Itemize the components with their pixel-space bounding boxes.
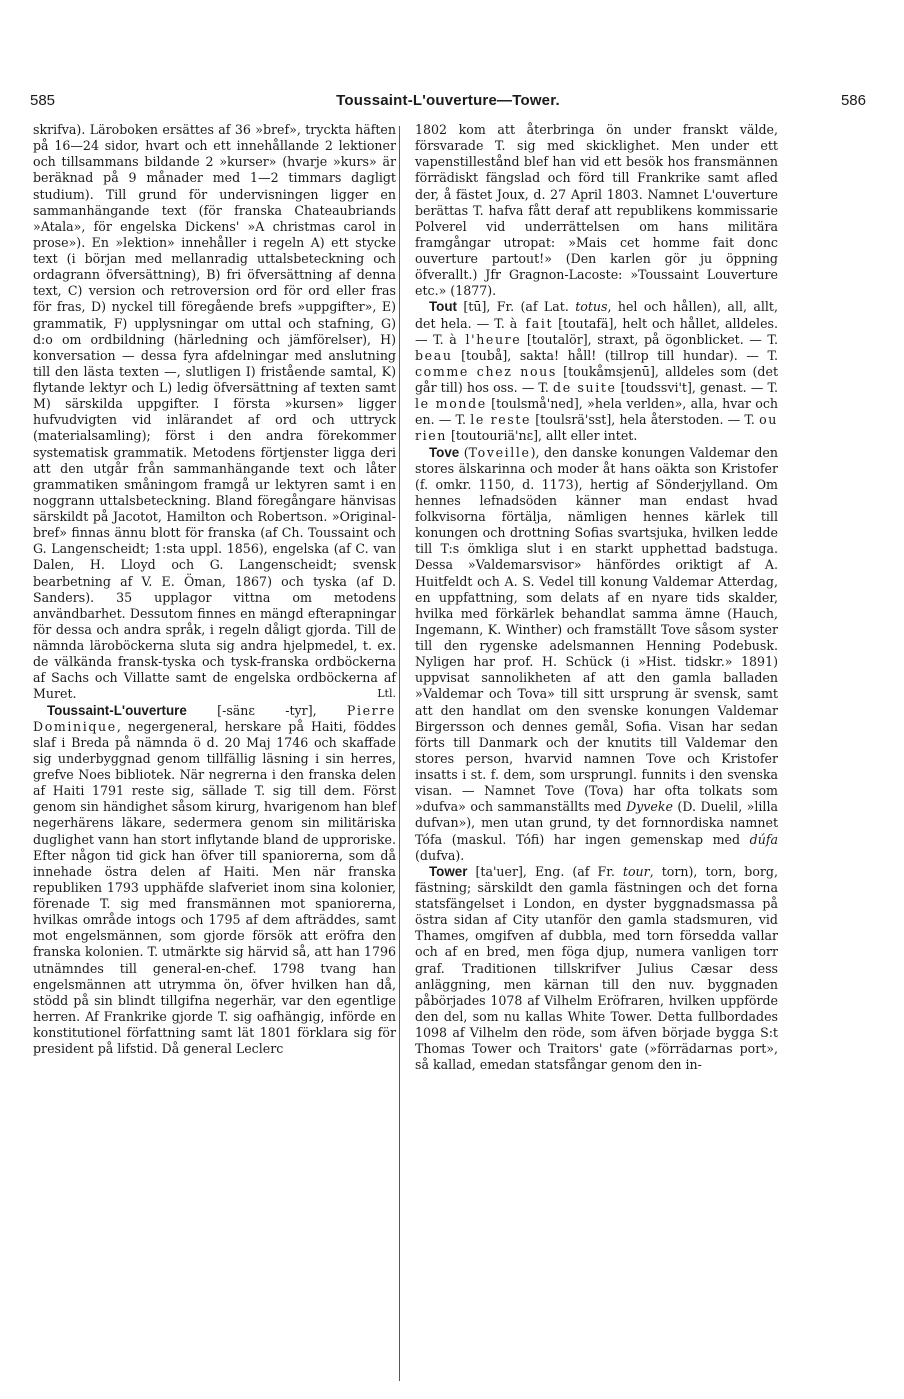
phrase: à fait	[509, 315, 554, 331]
entry-toussaint	[33, 703, 396, 1058]
entry-text: [toulsrä'sst], hela återstoden. — T.	[531, 412, 760, 428]
entry-text: (	[459, 444, 469, 460]
page-number-left: 585	[30, 92, 56, 109]
left-column	[33, 122, 396, 1057]
entry-tove	[415, 445, 778, 864]
page-number-right: 586	[840, 92, 866, 109]
entry-tout	[415, 299, 778, 444]
entry-text: [toulsmå'ned], »hela verlden», alla, hvar och en. — T.	[415, 396, 778, 428]
alt-name: Toveille	[468, 444, 531, 460]
entry-text: ), den danske konungen Valdemar den stores älskarinna och moder åt hans oäkta son Kristofer (f. omkr. 1150, d. 1173), hertig af Sönderjylland. Om hennes lefnadsöden känner man endast hvad folkvisorna förtälja, nämligen hennes kärlek till konungen och drottning Sofias svartsjuka, hvilken ledde till T:s ömkliga slut i en starkt upphettad badstuga. Dessa »Valdemarsvisor» hänfördes oriktigt af A. Huitfeldt och A. S. Vedel till konung Valdemar Atterdag, en uppfattning, som delats af en nyare tids skalder, hvilka med förkärlek behandlat samma ämne (Hauch, Ingemann, K. Winther) och framställt Tove såsom syster till den rygenske adelsmannen Henning Podebusk. Nyligen har prof. H. Schück (i »Hist. tidskr.» 1891) uppvisat sannolikheten af att den gamla balladen »Valdemar och Tova» till sitt ursprung är svensk, samt att den handlat om den svenske konungen Valdemar Birgersson och dennes gemål, Sofia. Visan har sedan förts till Danmark och der knutits till Valdemar den stores person, hvarvid namnen Tove och Kristofer insatts i st. f. dem, som ursprungl. funnits i den svenska visan. — Namnet Tove (Tova) har ofta tolkats som »dufva» och sammanställts med	[415, 444, 778, 815]
entry-text: , torn), torn, borg, fästning; särskildt den gamla fästningen och det forna statsfängelset i London, en dyster byggnadsmassa på östra sidan af City utanför den gamla stadsmuren, vid Thames, omgifven af dubbla, med torn försedda vallar och af en bred, men föga djup, numera vanligen torr graf. Traditionen tillskrifver Julius Cæsar dess anläggning, men kärnan till den nuv. byggnaden påbörjades 1078 af Vilhelm Eröfraren, hvilken uppförde den del, som nu kallas White Tower. Detta fullbordades 1098 af Vilhelm den röde, som äfven började bygga S:t Thomas Tower och Traitors' gate (»förrädarnas port», så kallad, emedan statsfångar genom den in-	[415, 863, 778, 1073]
headword: Toussaint-L'ouverture	[47, 702, 187, 718]
phrase: comme chez nous	[415, 363, 557, 379]
continued-text: skrifva). Läroboken ersättes af 36 »bref», tryckta häften på 16—24 sidor, hvart och ett innehållande 2 lektioner och tillsammans bildande 2 »kurser» (hvarje »kurs» är beräknad på 9 månader med 1—2 timmars dagligt studium). Till grund för undervisningen ligger en sammanhängande text (för franska Chateaubriands »Atala», för engelska Dickens' »A christmas carol in prose»). En »lektion» innehåller i regeln A) ett stycke text (i början med mellanradig uttalsbeteckning och ordagrann öfversättning), B) fri öfversättning af denna text, C) version och retroversion ord för ord eller fras för fras, D) nyckel till föregående brefs »uppgifter», E) grammatik, F) upplysningar om uttal och stafning, G) d:o om ordbildning (härledning och jämförelser), H) konversation — dessa fyra afdelningar med anslutning till den lästa texten —, slutligen I) fristående samtal, K) flytande lektyr och L) ledig öfversättning af texten samt M) särskilda uppgifter. I första »kursen» ligger hufvudvigten vid inlärandet af ord och uttryck (materialsamling); först i den andra förekommer systematisk grammatik. Metodens förtjenster ligga deri att den utgår från sammanhängande text och låter grammatiken småningom framgå ur lektyren samt i en noggrann uttalsbeteckning. Bland föregångare hänvisas särskildt på Jacotot, Hamilton och Robertson. »Original-bref» finnas ännu blott för franska (af Ch. Toussaint och G. Langenscheidt; 1:sta uppl. 1856), engelska (af C. van Dalen, H. Lloyd och G. Langenscheidt; svensk bearbetning af V. E. Öman, 1867) och tyska (af D. Sanders). 35 upplagor vittna om metodens användbarhet. Dessutom finnes en mängd efterapningar för dessa och andra språk, i regeln dåligt gjorda. Till de nämnda läroböckerna sluta sig andra hjelpmedel, t. ex. de välkända fransk-tyska och tysk-franska ordböckerna af Sachs och Villatte samt de engelska ordböckerna af Muret.	[33, 122, 396, 702]
entry-text: [toubå], sakta! håll! (tillrop till hundar). — T.	[452, 347, 778, 363]
italic-word: Dyveke	[626, 799, 673, 815]
entry-text: , negergeneral, herskare på Haiti, föddes slaf i Breda på nämnda ö d. 20 Maj 1746 och skaffade sig underbyggnad genom tillfällig läsning i sin herres, grefve Noes bibliotek. När negrerna i den franska delen af Haiti 1791 reste sig, sällade T. sig till dem. Först genom sin händighet såsom kirurg, hvarigenom han blef negerhärens läkare, sedermera genom sin militäriska duglighet vann han stort inflytande bland de upproriske. Efter någon tid gick han öfver till spaniorerna, som då innehade östra delen af Haiti. Men när franska republiken 1793 upphäfde slafveriet inom sina kolonier, förenade T. sig med fransmännen mot spaniorerna, hvilkas område intogs och 1795 af dem afträddes, samt mot engelsmännen, som gjorde försök att eröfra den franska kolonien. T. utmärkte sig härvid så, att han 1796 utnämndes till general-en-chef. 1798 tvang han engelsmännen att utrymma ön, öfver hvilken han då, stödd på sin blindt tillgifna negerhär, var den egentlige herren. Af Frankrike gjorde T. sig oafhängig, införde en konstitutionel författning samt lät 1801 förklara sig för president på lifstid. Då general Leclerc	[33, 718, 396, 1057]
phrase: le monde	[415, 396, 487, 412]
column-divider	[399, 126, 400, 1381]
running-title: Toussaint-L'ouverture—Tower.	[336, 92, 560, 109]
entry-text: , hel och hållen), all, allt, det hela. — T.	[415, 299, 778, 331]
entry-text: [toukåmsjenū], alldeles som (det går till) hos oss. — T.	[415, 363, 779, 395]
entry-text: [toudssvi't], genast. — T.	[616, 380, 779, 395]
italic-word: dúfa	[749, 831, 778, 847]
phrase: le reste	[470, 412, 532, 428]
phrase: beau	[415, 347, 453, 363]
phrase: de suite	[553, 380, 617, 395]
latin-word: totus	[575, 299, 608, 315]
entry-text: [ta'uer], Eng. (af Fr.	[467, 863, 623, 879]
continued-entry	[415, 122, 778, 299]
italic-word: tour	[622, 863, 650, 879]
continued-text: 1802 kom att återbringa ön under franskt välde, försvarade T. sig med skicklighet. Men under ett vapenstillestånd blef han vid ett besök hos fransmännen förrädiskt fängslad och förd till Frankrike samt afled der, å fästet Joux, d. 27 April 1803. Namnet L'ouverture berättas T. hafva fått deraf att republikens kommissarie Polverel vid underrättelsen om hans militära framgångar utropat: »Mais cet homme fait donc ouverture partout!» (Den karlen gör ju öppning öfverallt.) Jfr Gragnon-Lacoste: »Toussaint Louverture etc.» (1877).	[415, 122, 778, 299]
pronunciation: [-sänɛ -tyr],	[217, 702, 347, 718]
entry-text: (dufva).	[415, 847, 465, 863]
headword: Tout	[429, 299, 458, 315]
right-column	[415, 122, 778, 1073]
page-header	[30, 92, 866, 114]
entry-text: [toutalör], straxt, på ögonblicket. — T.	[521, 331, 778, 347]
entry-tower	[415, 864, 778, 1074]
headword: Tove	[429, 444, 460, 460]
continued-entry	[33, 122, 396, 703]
entry-text: [tū], Fr. (af Lat.	[457, 299, 576, 315]
person-name: Pierre Dominique	[33, 702, 396, 734]
phrase: à l'heure	[449, 331, 522, 347]
entry-text: [toutouriä'nɛ], allt eller intet.	[447, 428, 638, 444]
author-signature: Ltl.	[377, 687, 396, 701]
entry-text: (D. Duelil, »lilla dufvan»), men utan grund, ty det fornnordiska namnet Tófa (maskul. Tófi) har ingen gemenskap med	[415, 799, 778, 847]
entry-text: [toutafä], helt och hållet, alldeles. — T.	[415, 315, 778, 347]
phrase: ou rien	[415, 412, 778, 444]
headword: Tower	[429, 863, 468, 879]
